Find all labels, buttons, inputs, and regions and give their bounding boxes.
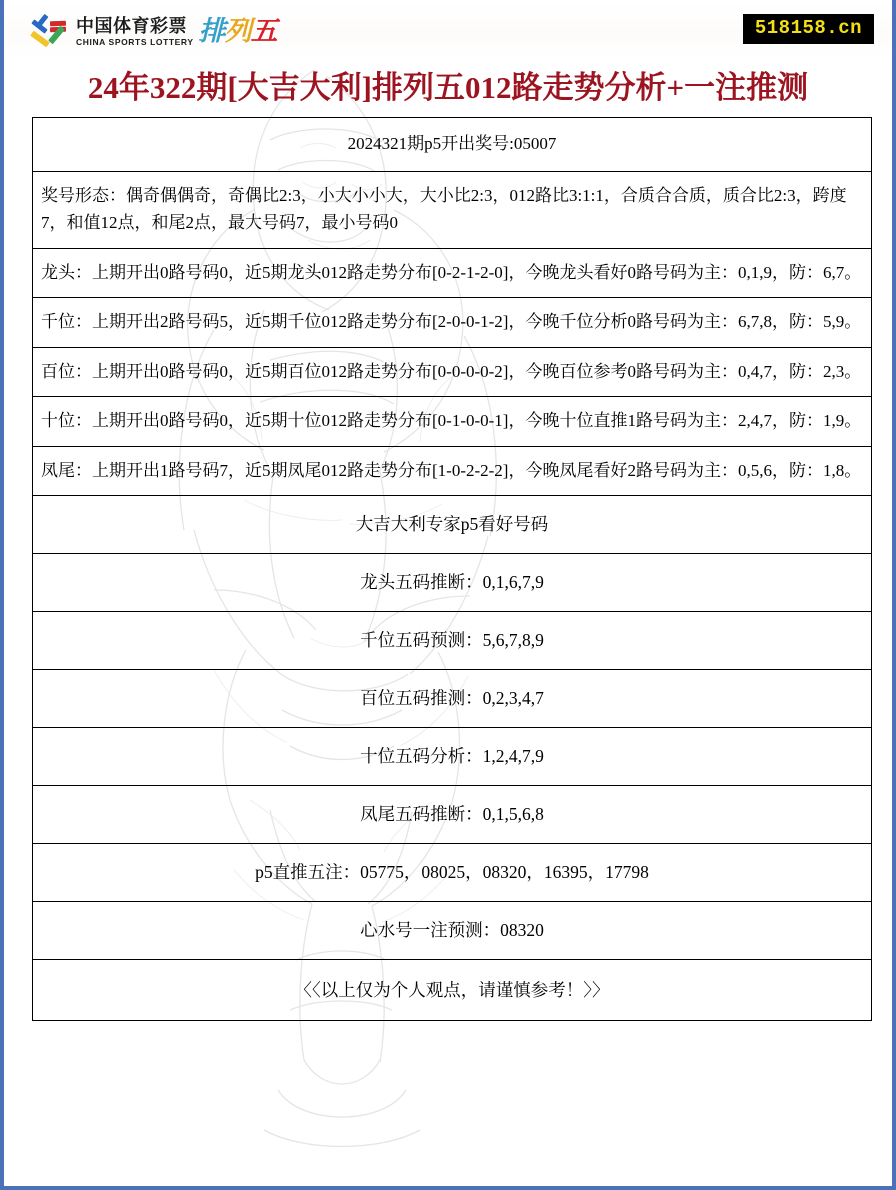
- expert-section-title: 大吉大利专家p5看好号码: [355, 514, 549, 535]
- expert-pick-qianwei: 千位五码预测：5,6,7,8,9: [360, 630, 544, 651]
- analysis-table: [32, 117, 872, 1021]
- expert-pick-baiwei: 百位五码推测：0,2,3,4,7: [360, 688, 544, 709]
- logo-game-char-3: 五: [250, 15, 277, 46]
- draw-form-text: 奖号形态：偶奇偶偶奇，奇偶比2:3，小大小小大，大小比2:3，012路比3:1:1，合质合合质，质合比2:3，跨度7，和值12点，和尾2点，最大号码7，最小号码0: [41, 185, 847, 233]
- logo-chinese-name: 中国体育彩票: [76, 16, 187, 37]
- logo-english-name: CHINA SPORTS LOTTERY: [76, 37, 194, 48]
- logo-game-char-1: 排: [198, 15, 225, 46]
- table-row-draw-result: [33, 118, 872, 172]
- table-row-pick-fengwei: [33, 786, 872, 844]
- draw-result-text: 2024321期p5开出奖号:05007: [347, 134, 557, 153]
- table-row-pick-qianwei: [33, 612, 872, 670]
- disclaimer-text: 〈〈以上仅为个人观点，请谨慎参考！〉〉: [294, 979, 610, 1000]
- position-analysis-qianwei: 千位：上期开出2路号码5，近5期千位012路走势分布[2-0-0-1-2]，今晚千位分析0路号码为主：6,7,8，防：5,9。: [41, 312, 862, 332]
- china-sports-lottery-mark-icon: [30, 14, 70, 50]
- site-header: [4, 0, 892, 58]
- logo-game-name: [198, 15, 277, 46]
- direct-five-bets: p5直推五注：05775，08025，08320，16395，17798: [255, 862, 649, 883]
- table-row-direct-five: [33, 844, 872, 902]
- page-title: 24年322期[大吉大利]排列五012路走势分析+一注推测: [87, 70, 809, 105]
- table-row-position-baiwei: [33, 347, 872, 397]
- expert-pick-shiwei: 十位五码分析：1,2,4,7,9: [360, 746, 544, 767]
- table-row-position-longtou: [33, 248, 872, 298]
- table-row-single-pick: [33, 902, 872, 960]
- site-domain-badge[interactable]: 518158.cn: [743, 14, 874, 44]
- position-analysis-shiwei: 十位：上期开出0路号码0，近5期十位012路走势分布[0-1-0-0-1]，今晚十位直推1路号码为主：2,4,7，防：1,9。: [41, 411, 862, 431]
- table-row-disclaimer: [33, 960, 872, 1021]
- table-row-pick-baiwei: [33, 670, 872, 728]
- table-row-pick-shiwei: [33, 728, 872, 786]
- position-analysis-baiwei: 百位：上期开出0路号码0，近5期百位012路走势分布[0-0-0-0-2]，今晚百位参考0路号码为主：0,4,7，防：2,3。: [41, 361, 862, 381]
- table-row-pick-longtou: [33, 554, 872, 612]
- position-analysis-longtou: 龙头：上期开出0路号码0，近5期龙头012路走势分布[0-2-1-2-0]，今晚龙头看好0路号码为主：0,1,9，防：6,7。: [41, 262, 862, 282]
- position-analysis-fengwei: 凤尾：上期开出1路号码7，近5期凤尾012路走势分布[1-0-2-2-2]，今晚凤尾看好2路号码为主：0,5,6，防：1,8。: [41, 460, 862, 480]
- single-bet-prediction: 心水号一注预测：08320: [360, 920, 544, 941]
- expert-pick-longtou: 龙头五码推断：0,1,6,7,9: [360, 572, 544, 593]
- lottery-logo: [30, 11, 277, 53]
- expert-pick-fengwei: 凤尾五码推断：0,1,5,6,8: [360, 804, 544, 825]
- table-row-position-fengwei: [33, 446, 872, 496]
- table-row-expert-section-title: [33, 496, 872, 554]
- table-row-position-qianwei: [33, 298, 872, 348]
- analysis-table-wrapper: [32, 117, 864, 1021]
- logo-game-char-2: 列: [224, 15, 251, 46]
- table-row-draw-form: [33, 171, 872, 248]
- table-row-position-shiwei: [33, 397, 872, 447]
- logo-text-block: [76, 17, 194, 47]
